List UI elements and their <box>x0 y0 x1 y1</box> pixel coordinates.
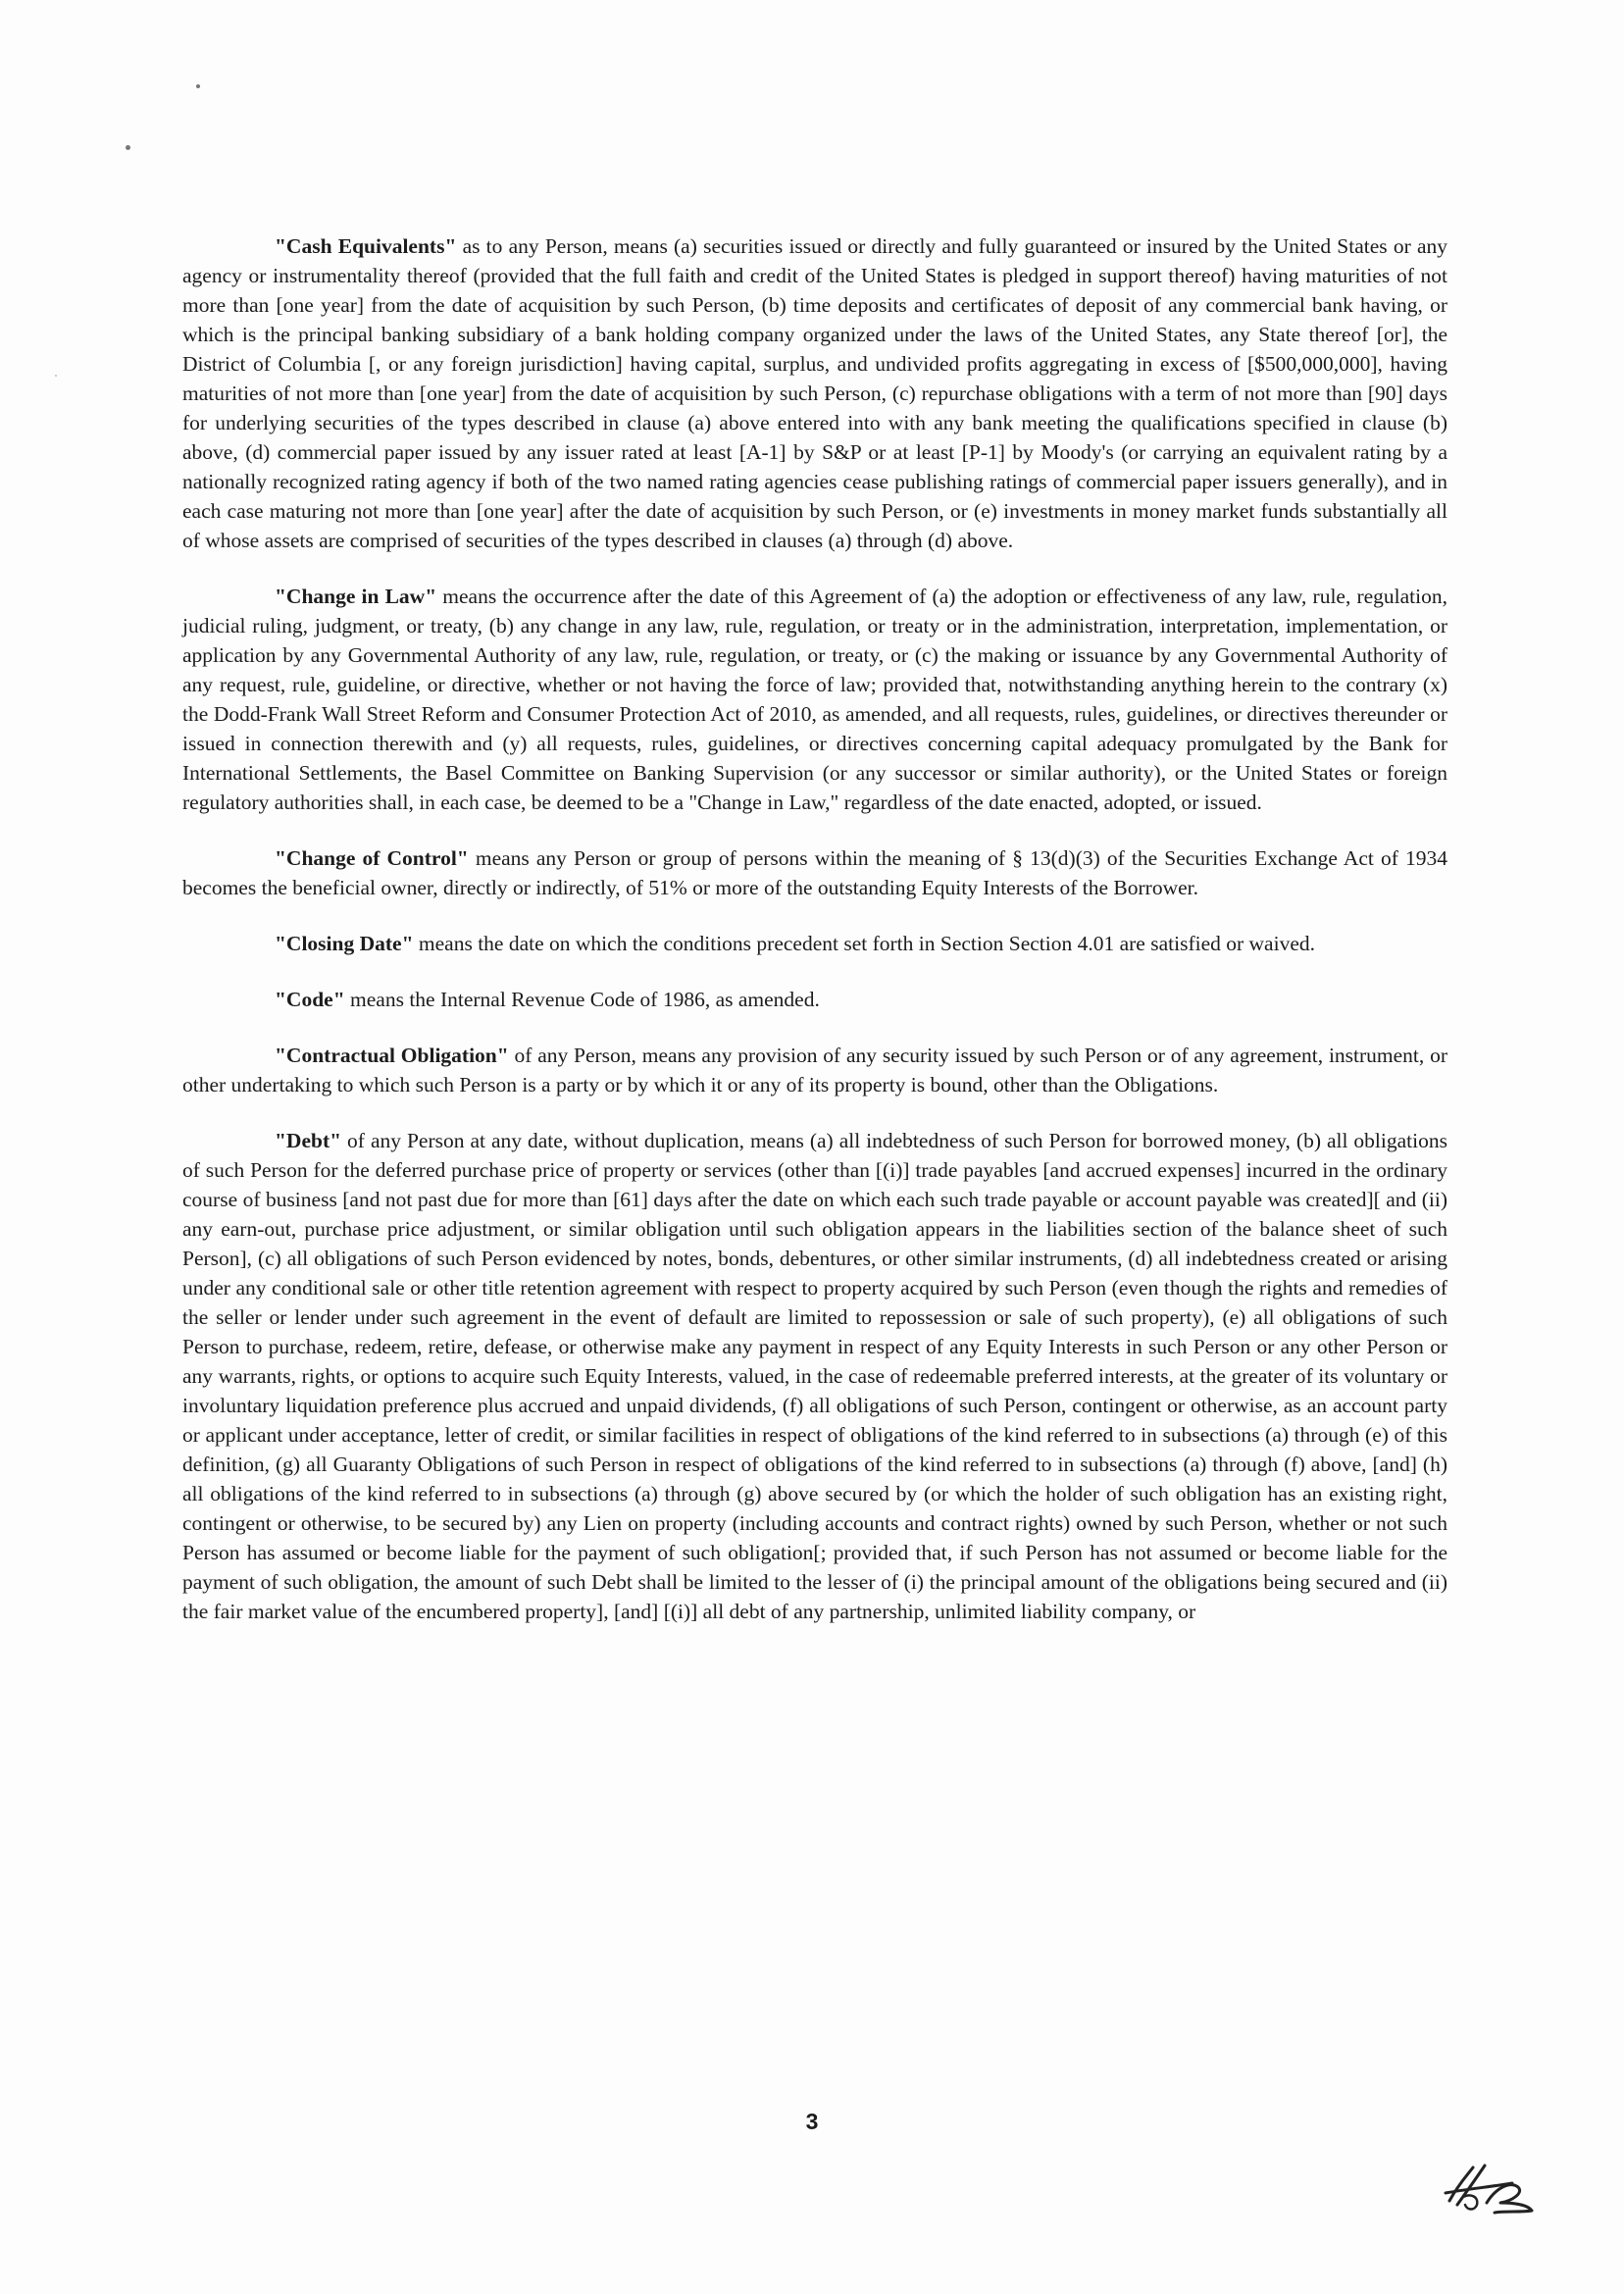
definition-text: means the occurrence after the date of this Agreement of (a) the adoption or effectiveness of any law, rule, regulation, judicial ruling, judgment, or treaty, (b) any change in any law, rule, regulation, or treaty or in the administration, interpretation, implementation, or application by any Governmental Authority of any law, rule, regulation, or treaty, or (c) the making or issuance by any Governmental Authority of any request, rule, guideline, or directive, whether or not having the force of law; provided that, notwithstanding anything herein to the contrary (x) the Dodd-Frank Wall Street Reform and Consumer Protection Act of 2010, as amended, and all requests, rules, guidelines, or directives thereunder or issued in connection therewith and (y) all requests, rules, guidelines, or directives concerning capital adequacy promulgated by the Bank for International Settlements, the Basel Committee on Banking Supervision (or any successor or similar authority), or the United States or foreign regulatory authorities shall, in each case, be deemed to be a "Change in Law," regardless of the date enacted, adopted, or issued. <box>182 585 1447 814</box>
definition-change-in-law <box>182 582 1447 817</box>
defined-term: "Contractual Obligation" <box>275 1044 509 1067</box>
defined-term: "Change in Law" <box>275 585 437 608</box>
definition-text: means the Internal Revenue Code of 1986, as amended. <box>344 988 820 1011</box>
defined-term: "Code" <box>275 988 345 1011</box>
definition-text: of any Person at any date, without duplication, means (a) all indebtedness of such Person for borrowed money, (b) all obligations of such Person for the deferred purchase price of property or services (other than [(i)] trade payables [and accrued expenses] incurred in the ordinary course of business [and not past due for more than [61] days after the date on which each such trade payable or account payable was created][ and (ii) any earn-out, purchase price adjustment, or similar obligation until such obligation appears in the liabilities section of the balance sheet of such Person], (c) all obligations of such Person evidenced by notes, bonds, debentures, or other similar instruments, (d) all indebtedness created or arising under any conditional sale or other title retention agreement with respect to property acquired by such Person (even though the rights and remedies of the seller or lender under such agreement in the event of default are limited to repossession or sale of such property), (e) all obligations of such Person to purchase, redeem, retire, defease, or otherwise make any payment in respect of any Equity Interests in such Person or any other Person or any warrants, rights, or options to acquire such Equity Interests, valued, in the case of redeemable preferred interests, at the greater of its voluntary or involuntary liquidation preference plus accrued and unpaid dividends, (f) all obligations of such Person, contingent or otherwise, as an account party or applicant under acceptance, letter of credit, or similar facilities in respect of obligations of the kind referred to in subsections (a) through (e) of this definition, (g) all Guaranty Obligations of such Person in respect of obligations of the kind referred to in subsections (a) through (f) above, [and] (h) all obligations of the kind referred to in subsections (a) through (g) above secured by (or which the holder of such obligation has an existing right, contingent or otherwise, to be secured by) any Lien on property (including accounts and contract rights) owned by such Person, whether or not such Person has assumed or become liable for the payment of such obligation[; provided that, if such Person has not assumed or become liable for the payment of such obligation, the amount of such Debt shall be limited to the lesser of (i) the principal amount of the obligations being secured and (ii) the fair market value of the encumbered property], [and] [(i)] all debt of any partnership, unlimited liability company, or <box>182 1129 1447 1623</box>
definition-text: means any Person or group of persons within the meaning of § 13(d)(3) of the Securities Exchange Act of 1934 becomes the beneficial owner, directly or indirectly, of 51% or more of the outstanding Equity Interests of the Borrower. <box>182 846 1447 899</box>
scan-speck <box>196 84 200 88</box>
definition-text: of any Person, means any provision of any security issued by such Person or of any agreement, instrument, or other undertaking to which such Person is a party or by which it or any of its property is bound, other than the Obligations. <box>182 1044 1447 1096</box>
definition-closing-date <box>182 929 1447 958</box>
definition-contractual-obligation <box>182 1041 1447 1099</box>
page-number: 3 <box>805 2109 819 2134</box>
definition-cash-equivalents <box>182 231 1447 555</box>
definition-text: means the date on which the conditions precedent set forth in Section Section 4.01 are satisfied or waived. <box>413 932 1315 955</box>
defined-term: "Debt" <box>275 1129 342 1152</box>
definition-code <box>182 985 1447 1014</box>
definition-debt <box>182 1126 1447 1626</box>
defined-term: "Cash Equivalents" <box>275 234 457 258</box>
document-body <box>182 231 1447 1653</box>
defined-term: "Closing Date" <box>275 932 414 955</box>
scan-speck <box>126 145 130 150</box>
handwritten-initials <box>1438 2154 1536 2222</box>
scan-speck <box>55 375 57 377</box>
defined-term: "Change of Control" <box>275 846 469 870</box>
definition-text: as to any Person, means (a) securities issued or directly and fully guaranteed or insured by the United States or any agency or instrumentality thereof (provided that the full faith and credit of the United States is pledged in support thereof) having maturities of not more than [one year] from the date of acquisition by such Person, (b) time deposits and certificates of deposit of any commercial bank having, or which is the principal banking subsidiary of a bank holding company organized under the laws of the United States, any State thereof [or], the District of Columbia [, or any foreign jurisdiction] having capital, surplus, and undivided profits aggregating in excess of [$500,000,000], having maturities of not more than [one year] from the date of acquisition by such Person, (c) repurchase obligations with a term of not more than [90] days for underlying securities of the types described in clause (a) above entered into with any bank meeting the qualifications specified in clause (b) above, (d) commercial paper issued by any issuer rated at least [A-1] by S&P or at least [P-1] by Moody's (or carrying an equivalent rating by a nationally recognized rating agency if both of the two named rating agencies cease publishing ratings of commercial paper issuers generally), and in each case maturing not more than [one year] after the date of acquisition by such Person, or (e) investments in money market funds substantially all of whose assets are comprised of securities of the types described in clauses (a) through (d) above. <box>182 234 1447 552</box>
definition-change-of-control <box>182 843 1447 902</box>
